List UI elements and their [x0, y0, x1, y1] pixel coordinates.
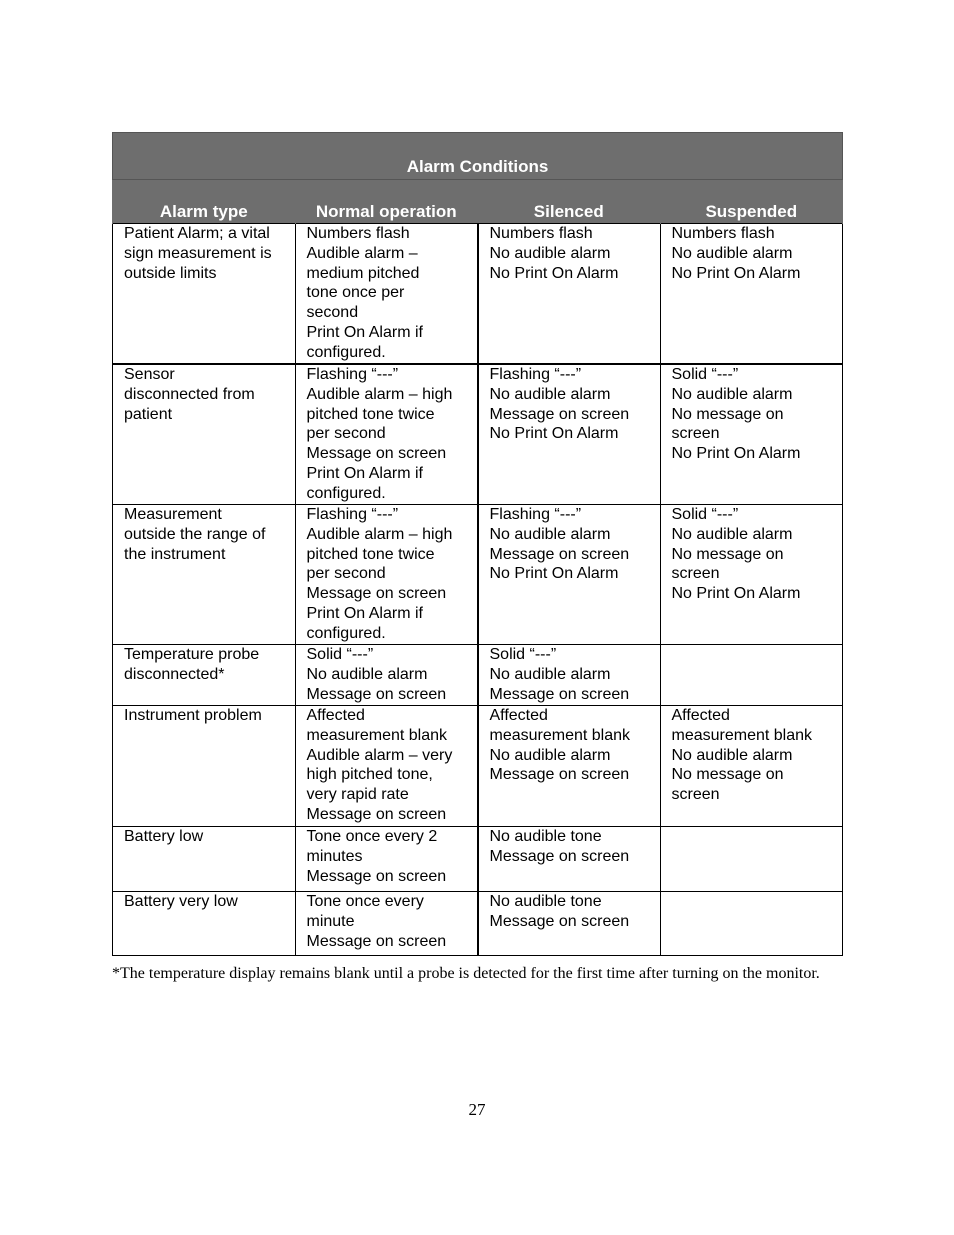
table-title: Alarm Conditions	[113, 133, 843, 180]
cell-text-line: high pitched tone,	[306, 766, 433, 784]
table-body	[113, 224, 843, 956]
cell-text-line: Instrument problem	[124, 707, 262, 724]
cell-text-line: screen	[671, 786, 720, 804]
cell-text-line: No Print On Alarm	[671, 264, 801, 282]
table-row	[113, 505, 843, 645]
cell-text-line: minute	[306, 912, 355, 930]
cell-text-line: Solid “---”	[671, 366, 739, 383]
cell-text-line: Message on screen	[306, 805, 447, 823]
cell-text-line: No message on	[671, 545, 784, 563]
cell-text-line: No Print On Alarm	[671, 585, 801, 603]
cell-text-line: Message on screen	[306, 685, 447, 703]
cell-text-line: Sensor	[124, 366, 175, 383]
suspended-cell	[660, 645, 843, 706]
cell-text-line: Message on screen	[489, 847, 630, 865]
cell-text-line: Audible alarm – high	[306, 525, 453, 543]
cell-text-line: Message on screen	[306, 585, 447, 603]
cell-text-line: Solid “---”	[489, 646, 557, 663]
cell-text-line: disconnected*	[124, 665, 225, 683]
cell-text-line: Affected	[671, 707, 730, 724]
normal-operation-cell	[295, 364, 478, 505]
cell-text-line: very rapid rate	[306, 786, 409, 804]
cell-text-line: configured.	[306, 484, 386, 502]
cell-text-line: No audible tone	[489, 828, 602, 845]
silenced-cell	[478, 892, 661, 956]
cell-text-line: Flashing “---”	[489, 506, 582, 523]
cell-text-line: Message on screen	[489, 912, 630, 930]
table-row	[113, 827, 843, 892]
cell-text-line: Affected	[489, 707, 548, 724]
suspended-cell	[660, 706, 843, 827]
normal-operation-cell	[295, 224, 478, 365]
cell-text-line: No message on	[671, 766, 784, 784]
suspended-cell	[660, 827, 843, 892]
normal-operation-cell	[295, 706, 478, 827]
normal-operation-cell	[295, 645, 478, 706]
table-row	[113, 892, 843, 956]
cell-text-line: Audible alarm –	[306, 244, 418, 262]
alarm-type-cell	[113, 645, 296, 706]
cell-text-line: outside limits	[124, 264, 217, 282]
cell-text-line: Message on screen	[489, 545, 630, 563]
cell-text-line: Message on screen	[306, 445, 447, 463]
cell-text-line: Numbers flash	[671, 225, 775, 242]
normal-operation-cell	[295, 505, 478, 645]
cell-text-line: Flashing “---”	[489, 366, 582, 383]
cell-text-line: No audible tone	[489, 893, 602, 910]
cell-text-line: Message on screen	[306, 867, 447, 885]
cell-text-line: minutes	[306, 847, 363, 865]
cell-text-line: pitched tone twice	[306, 405, 435, 423]
cell-text-line: Flashing “---”	[306, 366, 399, 383]
cell-text-line: configured.	[306, 343, 386, 361]
cell-text-line: No audible alarm	[671, 244, 793, 262]
cell-text-line: tone once per	[306, 284, 405, 302]
cell-text-line: Affected	[306, 707, 365, 724]
table-row	[113, 364, 843, 505]
cell-text-line: measurement blank	[306, 726, 448, 744]
cell-text-line: No message on	[671, 405, 784, 423]
cell-text-line: Measurement	[124, 506, 222, 523]
cell-text-line: Print On Alarm if	[306, 464, 423, 482]
cell-text-line: the instrument	[124, 545, 226, 563]
cell-text-line: No audible alarm	[671, 525, 793, 543]
cell-text-line: Battery very low	[124, 893, 238, 910]
normal-operation-cell	[295, 892, 478, 956]
cell-text-line: sign measurement is	[124, 244, 272, 262]
alarm-type-cell	[113, 892, 296, 956]
cell-text-line: No audible alarm	[306, 665, 428, 683]
cell-text-line: No audible alarm	[489, 244, 611, 262]
cell-text-line: pitched tone twice	[306, 545, 435, 563]
cell-text-line: Solid “---”	[671, 506, 739, 523]
cell-text-line: No Print On Alarm	[489, 264, 619, 282]
header-alarm-type: Alarm type	[113, 180, 296, 224]
suspended-cell	[660, 505, 843, 645]
cell-text-line: Numbers flash	[306, 225, 410, 242]
cell-text-line: Message on screen	[489, 405, 630, 423]
cell-text-line: Tone once every	[306, 893, 424, 910]
cell-text-line: Tone once every 2	[306, 828, 438, 845]
cell-text-line: screen	[671, 565, 720, 583]
cell-text-line: Print On Alarm if	[306, 604, 423, 622]
cell-text-line: No Print On Alarm	[489, 565, 619, 583]
header-silenced: Silenced	[478, 180, 661, 224]
cell-text-line: No Print On Alarm	[489, 425, 619, 443]
cell-text-line: No audible alarm	[489, 385, 611, 403]
table-row	[113, 645, 843, 706]
cell-text-line: Print On Alarm if	[306, 323, 423, 341]
cell-text-line: outside the range of	[124, 525, 266, 543]
silenced-cell	[478, 645, 661, 706]
silenced-cell	[478, 827, 661, 892]
cell-text-line: Message on screen	[489, 685, 630, 703]
alarm-type-cell	[113, 706, 296, 827]
cell-text-line: Numbers flash	[489, 225, 593, 242]
cell-text-line: No audible alarm	[489, 525, 611, 543]
cell-text-line: second	[306, 304, 359, 322]
alarm-type-cell	[113, 364, 296, 505]
table-row	[113, 224, 843, 365]
table-row	[113, 706, 843, 827]
cell-text-line: Temperature probe	[124, 646, 260, 663]
cell-text-line: Patient Alarm; a vital	[124, 225, 270, 242]
suspended-cell	[660, 364, 843, 505]
cell-text-line: medium pitched	[306, 264, 420, 282]
cell-text-line: No audible alarm	[489, 665, 611, 683]
cell-text-line: Audible alarm – very	[306, 746, 453, 764]
silenced-cell	[478, 224, 661, 365]
cell-text-line: patient	[124, 405, 173, 423]
silenced-cell	[478, 706, 661, 827]
alarm-conditions-table	[112, 132, 843, 956]
cell-text-line: configured.	[306, 624, 386, 642]
cell-text-line: measurement blank	[489, 726, 631, 744]
cell-text-line: screen	[671, 425, 720, 443]
cell-text-line: Battery low	[124, 828, 204, 845]
cell-text-line: per second	[306, 565, 386, 583]
cell-text-line: Message on screen	[489, 766, 630, 784]
silenced-cell	[478, 364, 661, 505]
footnote: *The temperature display remains blank until a probe is detected for the first time after turning on the monitor.	[112, 965, 820, 982]
cell-text-line: per second	[306, 425, 386, 443]
suspended-cell	[660, 224, 843, 365]
alarm-type-cell	[113, 505, 296, 645]
page-number: 27	[468, 1100, 486, 1119]
header-normal-operation: Normal operation	[295, 180, 478, 224]
cell-text-line: Solid “---”	[306, 646, 374, 663]
cell-text-line: disconnected from	[124, 385, 255, 403]
cell-text-line: No audible alarm	[489, 746, 611, 764]
alarm-type-cell	[113, 224, 296, 365]
cell-text-line: Audible alarm – high	[306, 385, 453, 403]
cell-text-line: Message on screen	[306, 932, 447, 950]
cell-text-line: Flashing “---”	[306, 506, 399, 523]
cell-text-line: No audible alarm	[671, 746, 793, 764]
cell-text-line: measurement blank	[671, 726, 813, 744]
cell-text-line: No audible alarm	[671, 385, 793, 403]
header-suspended: Suspended	[660, 180, 843, 224]
normal-operation-cell	[295, 827, 478, 892]
silenced-cell	[478, 505, 661, 645]
suspended-cell	[660, 892, 843, 956]
cell-text-line: No Print On Alarm	[671, 445, 801, 463]
alarm-type-cell	[113, 827, 296, 892]
